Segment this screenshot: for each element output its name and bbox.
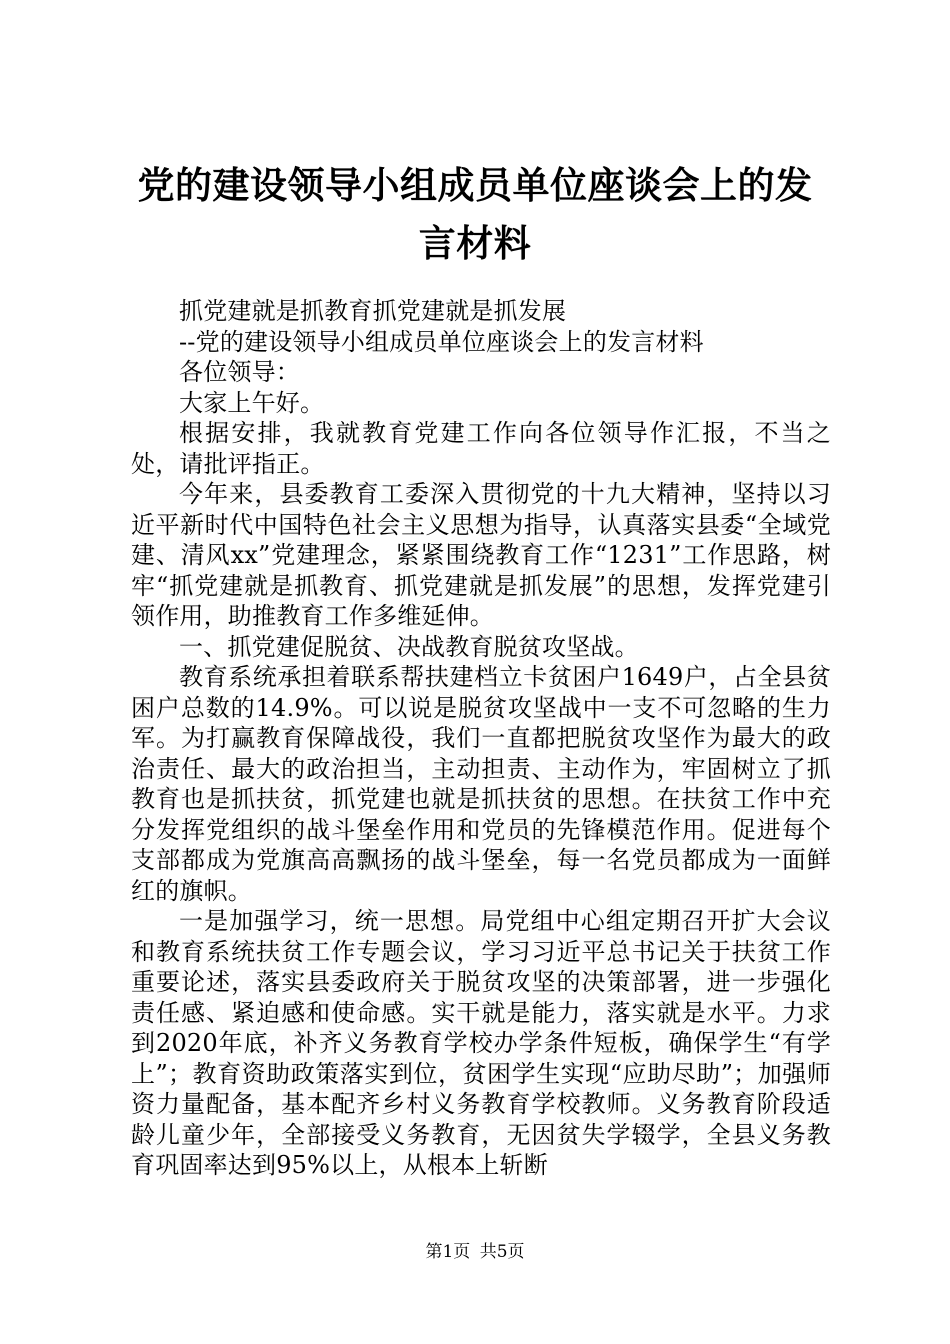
paragraph-overview: 今年来，县委教育工委深入贯彻党的十九大精神，坚持以习近平新时代中国特色社会主义思想为指导，认真落实县委“全域党建、清风xx”党建理念，紧紧围绕教育工作“1231”工作思路，树牢“抓党建就是抓教育、抓党建就是抓发展”的思想，发挥党建引领作用，助推教育工作多维延伸。 bbox=[131, 480, 831, 630]
paragraph-study: 一是加强学习，统一思想。局党组中心组定期召开扩大会议和教育系统扶贫工作专题会议，学习习近平总书记关于扶贫工作重要论述，落实县委政府关于脱贫攻坚的决策部署，进一步强化责任感、紧迫感和使命感。实干就是能力，落实就是水平。力求到2020年底，补齐义务教育学校办学条件短板，确保学生“有学上”；教育资助政策落实到位，贫困学生实现“应助尽助”；加强师资力量配备，基本配齐乡村义务教育学校教师。义务教育阶段适龄儿童少年，全部接受义务教育，无因贫失学辍学，全县义务教育巩固率达到95%以上，从根本上斩断 bbox=[131, 907, 831, 1179]
salutation: 各位领导： bbox=[179, 358, 300, 386]
greeting: 大家上午好。 bbox=[179, 388, 325, 417]
paragraph-intro: 根据安排，我就教育党建工作向各位领导作汇报，不当之处，请批评指正。 bbox=[131, 419, 831, 478]
subtitle-source-line: --党的建设领导小组成员单位座谈会上的发言材料 bbox=[179, 327, 704, 356]
document-body bbox=[131, 296, 831, 1181]
document-title: 党的建设领导小组成员单位座谈会上的发言材料 bbox=[137, 163, 813, 265]
section-heading-1: 一、抓党建促脱贫、决战教育脱贫攻坚战。 bbox=[179, 632, 639, 661]
page-footer: 第1页 共5页 bbox=[425, 1242, 525, 1262]
subtitle-line: 抓党建就是抓教育抓党建就是抓发展 bbox=[179, 297, 567, 325]
paragraph-poverty: 教育系统承担着联系帮扶建档立卡贫困户1649户，占全县贫困户总数的14.9%。可以说是脱贫攻坚战中一支不可忽略的生力军。为打赢教育保障战役，我们一直都把脱贫攻坚作为最大的政治责任、最大的政治担当，主动担责、主动作为，牢固树立了抓教育也是抓扶贫，抓党建也就是抓扶贫的思想。在扶贫工作中充分发挥党组织的战斗堡垒作用和党员的先锋模范作用。促进每个支部都成为党旗高高飘扬的战斗堡垒，每一名党员都成为一面鲜红的旗帜。 bbox=[131, 663, 831, 905]
